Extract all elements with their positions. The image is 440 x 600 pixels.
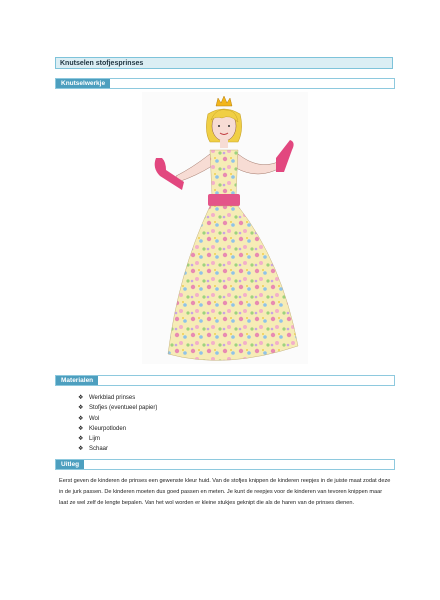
section-header-instructions (55, 459, 395, 470)
list-item: ❖ Stofjes (eventueel papier) (78, 403, 157, 413)
diamond-bullet-icon: ❖ (78, 446, 84, 453)
section-title-craft: Knutselwerkje (56, 79, 110, 88)
list-item: ❖ Werkblad prinses (78, 393, 157, 403)
section-header-craft (55, 78, 395, 89)
instructions-paragraph: Eerst geven de kinderen de prinses een gewenste kleur huid. Van de stofjes knippen de kinderen reepjes in de juiste maat zodat deze in de jurk passen. De kinderen moeten dus goed passen en meten. Je kunt de reepjes voor de kinderen van tevoren knippen maar laat ze wel zelf de lengte bepalen. Van het wol worden er kleine stukjes geknipt die als de haren van de prinses dienen. (59, 478, 391, 507)
diamond-bullet-icon: ❖ (78, 425, 84, 432)
section-header-materials (55, 375, 395, 386)
list-item: ❖ Kleurpotloden (78, 424, 157, 434)
diamond-bullet-icon: ❖ (78, 436, 84, 443)
list-item: ❖ Schaar (78, 444, 157, 454)
diamond-bullet-icon: ❖ (78, 415, 84, 422)
list-item: ❖ Lijm (78, 434, 157, 444)
princess-craft-photo (142, 92, 308, 364)
diamond-bullet-icon: ❖ (78, 395, 84, 401)
page-title: Knutselen stofjesprinses (55, 57, 393, 69)
section-title-materials: Materialen (56, 376, 98, 385)
list-item: ❖ Wol (78, 414, 157, 424)
materials-list (78, 393, 157, 455)
section-title-instructions: Uitleg (56, 460, 84, 469)
diamond-bullet-icon: ❖ (78, 405, 84, 412)
princess-drawing (142, 92, 308, 364)
